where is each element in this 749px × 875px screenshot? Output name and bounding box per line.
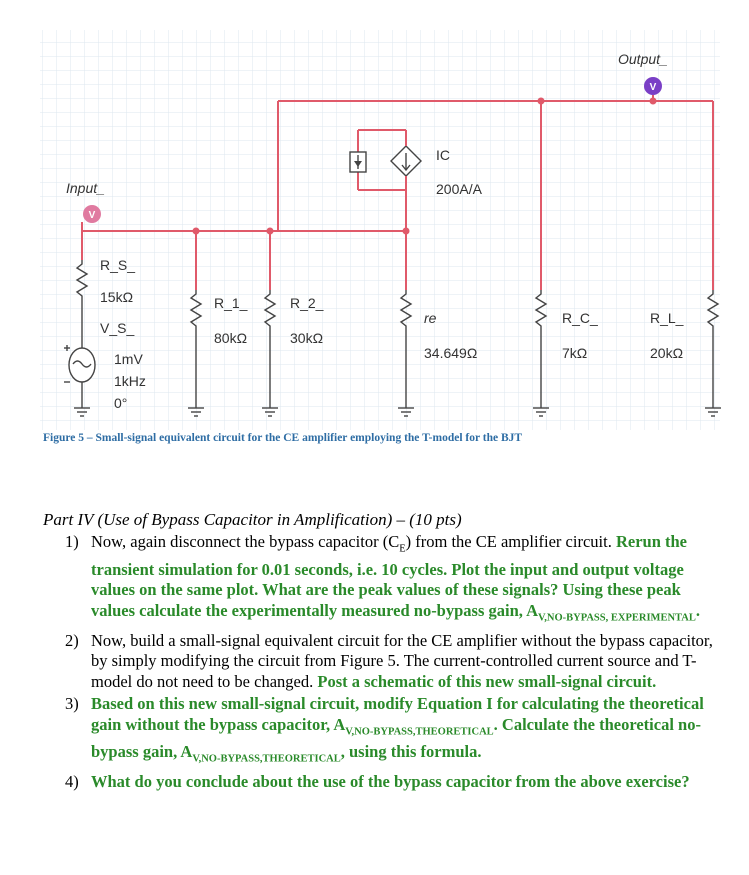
vs-amplitude: 1mV (114, 351, 143, 367)
input-probe[interactable] (83, 205, 101, 223)
rl-name: R_L_ (650, 310, 684, 326)
question-list (65, 532, 725, 795)
r1-name: R_1_ (214, 295, 248, 311)
rc-name: R_C_ (562, 310, 598, 326)
question-number: 3) (65, 694, 79, 714)
vs-name: V_S_ (100, 320, 135, 336)
output-probe-label: V (649, 82, 657, 93)
vs-phase: 0° (114, 395, 128, 411)
question-number: 4) (65, 772, 79, 792)
question-4: 4) What do you conclude about the use of the bypass capacitor from the above exercise? (65, 772, 690, 792)
input-probe-label: V (88, 210, 96, 221)
rc-value: 7kΩ (562, 345, 588, 361)
re-value: 34.649Ω (424, 345, 478, 361)
rl-value: 20kΩ (650, 345, 684, 361)
figure-caption: Figure 5 – Small-signal equivalent circuit for the CE amplifier employing the T-model for the BJT (43, 432, 523, 444)
output-label: Output_ (618, 51, 668, 67)
input-label: Input_ (66, 180, 105, 196)
rs-name: R_S_ (100, 257, 136, 273)
rs-value: 15kΩ (100, 289, 134, 305)
r2-value: 30kΩ (290, 330, 324, 346)
vs-frequency: 1kHz (114, 373, 146, 389)
question-1: 1) Now, again disconnect the bypass capacitor $(C_E)$ from the CE amplifier circuit. Rerun the transient simulation for 0.01 seconds, i.e. 10 cycles. Plot the input and output voltage values on the same plot. What are the peak values of these signals? Using these peak values calculate the experimentally measured no-bypass gain, $A_{V,NO-BYPASS, EXPERIMENTAL}$. (65, 532, 700, 624)
output-probe[interactable] (644, 77, 662, 95)
r2-name: R_2_ (290, 295, 324, 311)
current-sense (350, 152, 366, 172)
re-name: re (424, 310, 437, 326)
ic-name: IC (436, 147, 450, 163)
part-title: Part IV (Use of Bypass Capacitor in Amplification) – (10 pts) (43, 510, 462, 529)
question-number: 2) (65, 630, 79, 650)
question-3: 3) Based on this new small-signal circuit, modify Equation I for calculating the theoretical gain without the bypass capacitor, $A_{V,NO-BYPASS,THEORETICAL}$. Calculate the theoretical no-bypass gain, $A_{V,NO-BYPASS,THEORETICAL}$, using this formula. (65, 694, 704, 765)
question-number: 1) (65, 532, 79, 551)
ic-value: 200A/A (436, 181, 482, 197)
question-2: 2) Now, build a small-signal equivalent circuit for the CE amplifier without the bypass capacitor, by simply modifying the circuit from Figure 5. The current-controlled current source and T-model do not need to be changed. Post a schematic of this new small-signal circuit. (65, 630, 713, 691)
r1-value: 80kΩ (214, 330, 248, 346)
